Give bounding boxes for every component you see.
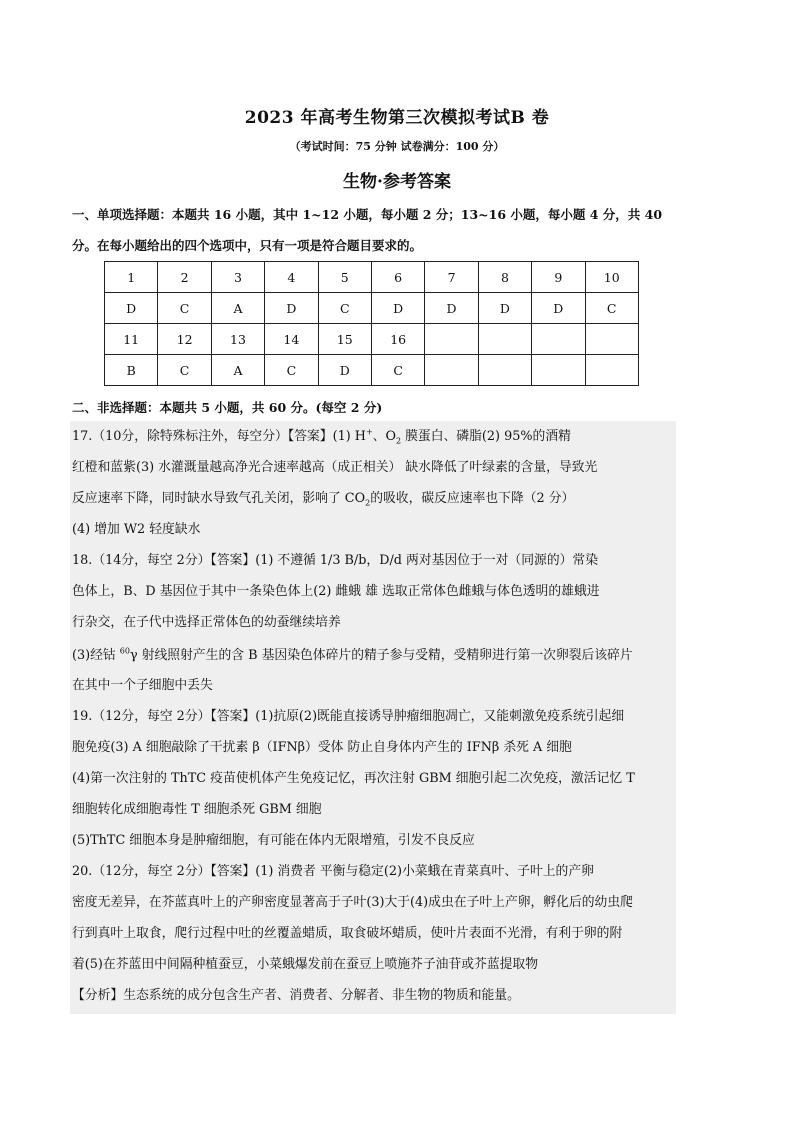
answer-table-cell: A (211, 293, 264, 324)
answer-table-cell: 11 (105, 324, 158, 355)
document-title: 2023 年高考生物第三次模拟考试B 卷 (244, 108, 550, 128)
answer-table-cell (478, 324, 531, 355)
q18-line4: (3)经钴 $^{60}$γ 射线照射产生的含 B 基因染色体碎片的精子参与受精，受精卵进行第一次卵裂后该碎片 (72, 646, 633, 663)
answer-table-cell: C (158, 293, 211, 324)
answer-table-cell: D (265, 293, 318, 324)
q17-line3: 反应速率下降，同时缺水导致气孔关闭，影响了 $CO_2$的吸收，碳反应速率也下降（2 分） (72, 491, 575, 508)
q17-line2: 红橙和蓝紫(3) 水灌溉量越高净光合速率越高（成正相关） 缺水降低了叶绿素的含量，导致光 (72, 460, 598, 475)
answer-table-row (105, 355, 639, 386)
answer-table-cell: 15 (318, 324, 371, 355)
answer-table-cell: 7 (425, 262, 478, 293)
answer-table-cell: 16 (371, 324, 424, 355)
section1-instructions-line1: 一、单项选择题：本题共 16 小题，其中 1~12 小题，每小题 2 分；13~16 小题，每小题 4 分，共 40 (72, 207, 663, 222)
section-heading: 生物·参考答案 (343, 172, 451, 192)
answer-table-cell: 13 (211, 324, 264, 355)
q17-line1: 17.（10分，除特殊标注外，每空分）【答案】(1) H+、$O_2$ 膜蛋白、磷脂(2) 95%的酒精 (72, 427, 571, 446)
section2-heading: 二、非选择题：本题共 5 小题，共 60 分。(每空 2 分) (72, 400, 383, 415)
answer-table-row (105, 262, 639, 293)
answer-table-cell: 10 (585, 262, 638, 293)
q20-line3: 行到真叶上取食，爬行过程中吐的丝覆盖蜡质，取食破坏蜡质，使叶片表面不光滑，有利于卵的附 (72, 926, 623, 941)
section1-instructions-line2: 分。在每小题给出的四个选项中，只有一项是符合题目要求的。 (72, 238, 423, 253)
exam-info: （考试时间：75 分钟 试卷满分：100 分） (289, 140, 505, 153)
q17-line4: (4) 增加 W2 轻度缺水 (72, 522, 201, 537)
q18-line3: 行杂交，在子代中选择正常体色的幼蚕继续培养 (72, 615, 341, 630)
answer-table-cell (478, 355, 531, 386)
answer-table-cell: A (211, 355, 264, 386)
answer-table-cell: 3 (211, 262, 264, 293)
answer-table-cell (532, 355, 585, 386)
q18-line5: 在其中一个子细胞中丢失 (72, 678, 213, 693)
q20-line1: 20.（12分，每空 2分）【答案】(1) 消费者 平衡与稳定(2)小菜蛾在青菜真叶、子叶上的产卵 (72, 864, 594, 879)
answer-table-cell: 4 (265, 262, 318, 293)
answer-table-cell: C (158, 355, 211, 386)
answer-table-cell: 8 (478, 262, 531, 293)
answer-table-cell (425, 355, 478, 386)
answer-table-cell: C (371, 355, 424, 386)
answer-table-cell: 5 (318, 262, 371, 293)
q18-line1: 18.（14分，每空 2分）【答案】(1) 不遵循 1/3 B/b，D/d 两对基因位于一对（同源的）常染 (72, 553, 599, 568)
answer-table-cell (585, 324, 638, 355)
q19-line1: 19.（12分，每空 2分）【答案】(1)抗原(2)既能直接诱导肿瘤细胞凋亡，又能刺激免疫系统引起细 (72, 709, 625, 724)
answer-table-cell: 9 (532, 262, 585, 293)
answer-table-cell: D (425, 293, 478, 324)
answer-table-cell: D (105, 293, 158, 324)
q20-line4: 着(5)在芥蓝田中间隔种植蚕豆，小菜蛾爆发前在蚕豆上喷施芥子油苷或芥蓝提取物 (72, 957, 539, 972)
q19-line2: 胞免疫(3) A 细胞敲除了干扰素 β（IFNβ）受体 防止自身体内产生的 IFNβ 杀死 A 细胞 (72, 740, 572, 755)
q20-line5: 【分析】生态系统的成分包含生产者、消费者、分解者、非生物的物质和能量。 (72, 988, 520, 1003)
answer-table-cell: 6 (371, 262, 424, 293)
answer-table-cell: 2 (158, 262, 211, 293)
q19-line5: (5)ThTC 细胞本身是肿瘤细胞，有可能在体内无限增殖，引发不良反应 (72, 833, 475, 848)
answer-table-cell (532, 324, 585, 355)
answer-table-cell: 1 (105, 262, 158, 293)
answer-table-row (105, 293, 639, 324)
q19-line4: 细胞转化成细胞毒性 T 细胞杀死 GBM 细胞 (72, 802, 322, 817)
answer-table-cell: C (318, 293, 371, 324)
answer-table-cell: D (318, 355, 371, 386)
answer-table-cell (585, 355, 638, 386)
answer-table-cell: D (478, 293, 531, 324)
answer-table-row (105, 324, 639, 355)
answer-table-cell: 14 (265, 324, 318, 355)
answer-table-cell: C (585, 293, 638, 324)
answer-table-cell: 12 (158, 324, 211, 355)
answer-table-cell: D (371, 293, 424, 324)
answer-table-cell: D (532, 293, 585, 324)
q19-line3: (4)第一次注射的 ThTC 疫苗使机体产生免疫记忆，再次注射 GBM 细胞引起二次免疫，激活记忆 T (72, 771, 635, 786)
answer-table-cell: C (265, 355, 318, 386)
answer-table-cell: B (105, 355, 158, 386)
q20-line2: 密度无差异，在芥蓝真叶上的产卵密度显著高于子叶(3)大于(4)成虫在子叶上产卵，孵化后的幼虫爬 (72, 895, 633, 910)
answer-table-cell (425, 324, 478, 355)
answer-table (104, 261, 639, 386)
q18-line2: 色体上，B、D 基因位于其中一条染色体上(2) 雌蛾 雄 选取正常体色雌蛾与体色透明的雄蛾进 (72, 584, 600, 599)
